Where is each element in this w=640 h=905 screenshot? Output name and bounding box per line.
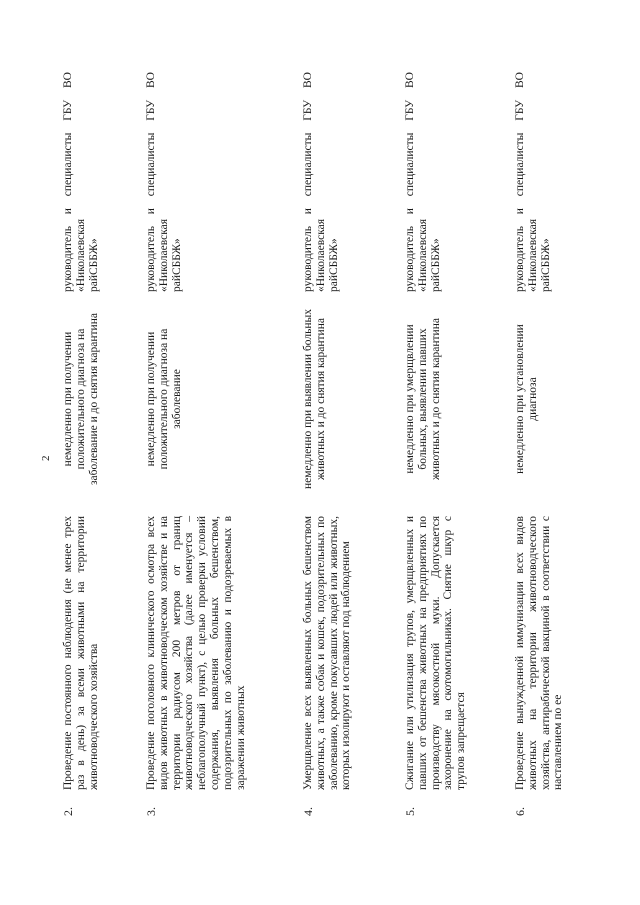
deadline-text: немедленно при выявлении больных животных и до снятия карантина: [302, 308, 327, 490]
responsible-text: [145, 72, 183, 292]
responsible-line: руководитель и специалисты ГБУ ВО «Николаевская: [145, 72, 170, 292]
deadline-text: немедленно при умерщвлении больных, выявлении павших животных и до снятия карантина: [404, 318, 442, 480]
responsible-text: [514, 72, 552, 292]
responsible-text: [302, 72, 340, 292]
deadline-text: немедленно при получении положительного диагноза на заболевание: [145, 328, 183, 470]
action-text: Проведение вынужденной иммунизации всех видов животных на территории животноводческого хозяйства, антирабической вакциной в соответствии с наставлением по ее: [514, 516, 565, 790]
responsible-line: руководитель и специалисты ГБУ ВО «Николаевская: [302, 72, 327, 292]
action-text: Сжигание или утилизация трупов, умерщвленных и павших от бешенства животных на предприятиях по производству мясокостной муки. Допускается захоронение на скотомогильниках. Снятие шкур с трупов запрещается: [404, 516, 468, 790]
row-number: 2.: [61, 807, 75, 816]
deadline-text: немедленно при получении положительного диагноза на заболевание и до снятия карантина: [62, 313, 100, 485]
responsible-text: [62, 72, 100, 292]
row-number: 3.: [144, 807, 158, 816]
deadline-text: немедленно при установлении диагноза: [514, 324, 539, 474]
action-text: Проведение поголовного клинического осмотра всех видов животных в животноводческом хозяйстве и на территории радиусом 200 метров от границ животноводческого хозяйства (далее именуется – неблагополучный пункт), с целью проверки условий содержания, выявления больных бешенством, подозрительных по заболеванию и подозреваемых в заражении животных: [145, 516, 247, 790]
responsible-line: райСББЖ»: [539, 238, 552, 292]
responsible-line: райСББЖ»: [429, 238, 442, 292]
responsible-line: руководитель и специалисты ГБУ ВО «Николаевская: [514, 72, 539, 292]
row-number: 4.: [301, 807, 315, 816]
responsible-line: райСББЖ»: [87, 238, 100, 292]
row-number: 5.: [403, 807, 417, 816]
responsible-line: руководитель и специалисты ГБУ ВО «Николаевская: [404, 72, 429, 292]
responsible-line: руководитель и специалисты ГБУ ВО «Николаевская: [62, 72, 87, 292]
row-number: 6.: [513, 807, 527, 816]
action-text: Умерщвление всех выявленных больных бешенством животных, а также собак и кошек, подозрительных по заболеванию, кроме покусавших людей или животных, которых изолируют и оставляют под наблюдением: [302, 516, 353, 790]
page-number: 2: [40, 455, 52, 461]
responsible-text: [404, 72, 442, 292]
responsible-line: райСББЖ»: [327, 238, 340, 292]
action-text: Проведение постоянного наблюдения (не менее трех раз в день) за всеми животными на территории животноводческого хозяйства: [62, 516, 100, 790]
responsible-line: райСББЖ»: [170, 238, 183, 292]
